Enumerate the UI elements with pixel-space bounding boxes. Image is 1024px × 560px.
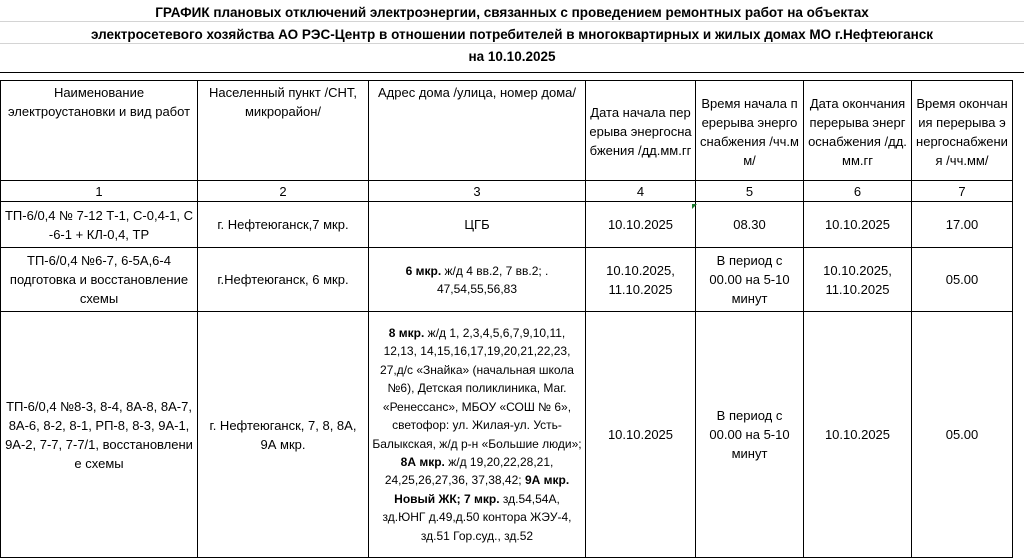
column-number-cell[interactable]: 5 bbox=[696, 181, 804, 202]
address-bold: 8А мкр. bbox=[400, 454, 445, 469]
table-row bbox=[1, 312, 1013, 558]
title-line-3: на 10.10.2025 bbox=[468, 49, 556, 64]
address-bold: 8 мкр. bbox=[388, 326, 425, 341]
header-cell[interactable]: Населенный пункт /СНТ, микрорайон/ bbox=[198, 81, 369, 181]
title-line-1: ГРАФИК плановых отключений электроэнергии, связанных с проведением ремонтных работ на объектах bbox=[155, 5, 869, 20]
address-cell[interactable]: ЦГБ bbox=[369, 202, 586, 248]
grid-line bbox=[0, 21, 1024, 22]
start-date-cell[interactable]: 10.10.2025, 11.10.2025 bbox=[586, 248, 696, 312]
installation-cell[interactable]: ТП-6/0,4 №6-7, 6-5А,6-4 подготовка и восстановление схемы bbox=[1, 248, 198, 312]
header-cell[interactable]: Дата начала перерыва энергоснабжения /дд.мм.гг bbox=[586, 81, 696, 181]
header-cell[interactable]: Время начала перерыва энергоснабжения /чч.мм/ bbox=[696, 81, 804, 181]
column-number-cell[interactable]: 1 bbox=[1, 181, 198, 202]
table-row bbox=[1, 248, 1013, 312]
grid-line bbox=[0, 43, 1024, 44]
end-date-cell[interactable]: 10.10.2025 bbox=[804, 202, 912, 248]
start-time-cell[interactable]: В период с 00.00 на 5-10 минут bbox=[696, 312, 804, 558]
end-date-cell[interactable]: 10.10.2025 bbox=[804, 312, 912, 558]
locality-cell[interactable]: г. Нефтеюганск, 7, 8, 8А, 9А мкр. bbox=[198, 312, 369, 558]
address-text: ж/д 1, 2,3,4,5,6,7,9,10,11, 12,13, 14,15,16,17,19,20,21,22,23, 27,д/с «Знайка» (начальная школа №6), Детская поликлиника, Маг. «Ренессанс», МБОУ «СОШ № 6», светофор: ул. Жилая-ул. Усть-Балыкская, ж/д р-н «Большие люди»; bbox=[372, 326, 582, 451]
column-number-cell[interactable]: 6 bbox=[804, 181, 912, 202]
column-number-row bbox=[1, 181, 1013, 202]
table-row bbox=[1, 202, 1013, 248]
address-text: ж/д 19,20,22,28,21, 24,25,26,27,36, 37,38,42; bbox=[384, 454, 554, 488]
start-date-cell[interactable]: 10.10.2025 bbox=[586, 312, 696, 558]
installation-cell[interactable]: ТП-6/0,4 № 7-12 Т-1, С-0,4-1, С-6-1 + КЛ-0,4, ТР bbox=[1, 202, 198, 248]
column-number-cell[interactable]: 4 bbox=[586, 181, 696, 202]
column-number-cell[interactable]: 3 bbox=[369, 181, 586, 202]
schedule-title bbox=[0, 0, 1024, 73]
address-bold: 9А мкр. Новый ЖК; 7 мкр. bbox=[394, 473, 570, 506]
end-date-cell[interactable]: 10.10.2025, 11.10.2025 bbox=[804, 248, 912, 312]
address-text: зд.54,54А, зд.ЮНГ д.49,д.50 контора ЖЭУ-4, зд.51 Гор.суд., зд.52 bbox=[382, 491, 572, 543]
address-cell[interactable] bbox=[369, 312, 586, 558]
column-number-cell[interactable]: 2 bbox=[198, 181, 369, 202]
locality-cell[interactable]: г.Нефтеюганск, 6 мкр. bbox=[198, 248, 369, 312]
end-time-cell[interactable]: 05.00 bbox=[912, 248, 1013, 312]
start-time-cell[interactable]: В период с 00.00 на 5-10 минут bbox=[696, 248, 804, 312]
header-cell[interactable]: Наименование электроустановки и вид работ bbox=[1, 81, 198, 181]
schedule-table bbox=[0, 80, 1013, 558]
title-line-2: электросетевого хозяйства АО РЭС-Центр в отношении потребителей в многоквартирных и жилых домах МО г.Нефтеюганск bbox=[90, 27, 934, 42]
address-bold: 6 мкр. bbox=[405, 263, 442, 278]
start-time-cell[interactable]: 08.30 bbox=[696, 202, 804, 248]
column-number-cell[interactable]: 7 bbox=[912, 181, 1013, 202]
installation-cell[interactable]: ТП-6/0,4 №8-3, 8-4, 8А-8, 8А-7, 8А-6, 8-2, 8-1, РП-8, 8-3, 9А-1, 9А-2, 7-7, 7-7/1, восстановление схемы bbox=[1, 312, 198, 558]
start-date-cell[interactable]: 10.10.2025 bbox=[586, 202, 696, 248]
header-cell[interactable]: Дата окончания перерыва энергоснабжения /дд.мм.гг bbox=[804, 81, 912, 181]
header-cell[interactable]: Адрес дома /улица, номер дома/ bbox=[369, 81, 586, 181]
header-cell[interactable]: Время окончания перерыва энергоснабжения /чч.мм/ bbox=[912, 81, 1013, 181]
address-text: ж/д 4 вв.2, 7 вв.2; . 47,54,55,56,83 bbox=[436, 263, 549, 296]
end-time-cell[interactable]: 17.00 bbox=[912, 202, 1013, 248]
end-time-cell[interactable]: 05.00 bbox=[912, 312, 1013, 558]
locality-cell[interactable]: г. Нефтеюганск,7 мкр. bbox=[198, 202, 369, 248]
header-row bbox=[1, 81, 1013, 181]
cell-comment-marker bbox=[692, 204, 697, 209]
address-cell[interactable] bbox=[369, 248, 586, 312]
